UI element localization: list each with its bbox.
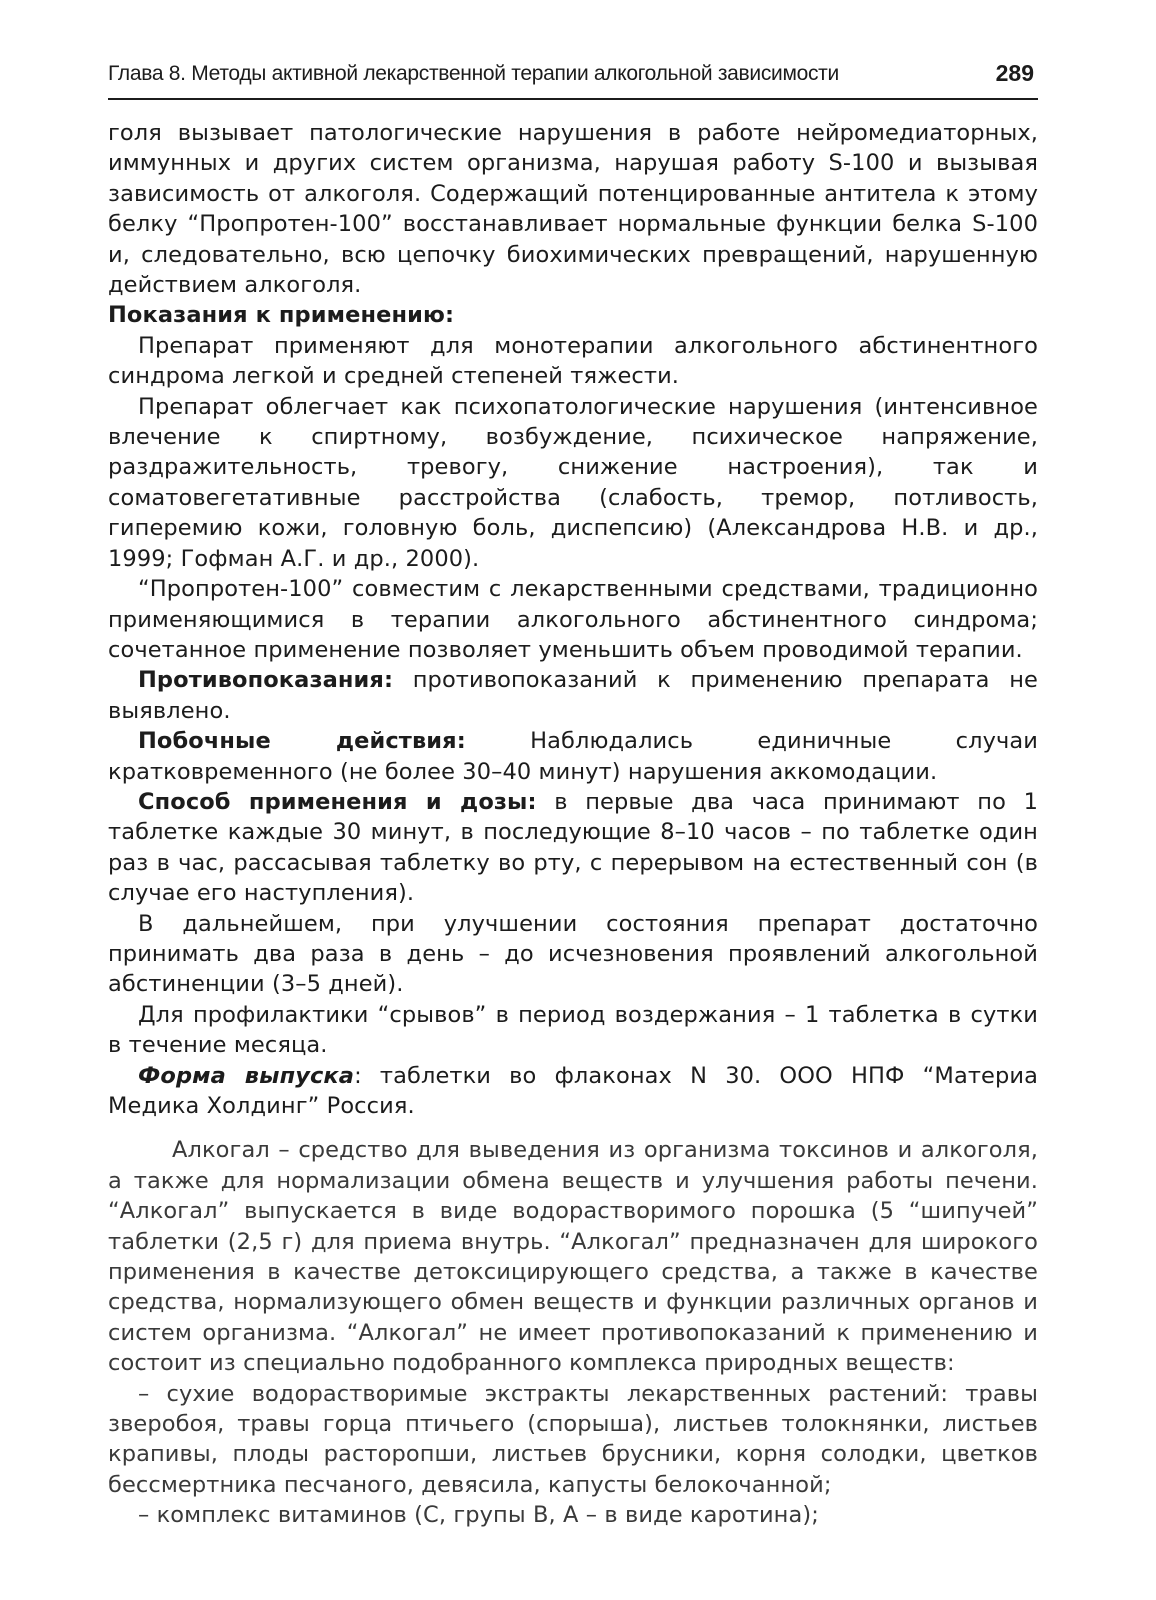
paragraph-dosage — [108, 787, 1038, 909]
dosage-text: в первые два часа принимают по 1 таблетке каждые 30 минут, в последующие 8–10 часов – по таблетке один раз в час, рассасывая таблетку во рту, с перерывом на естественный сон (в случае его наступления). — [108, 788, 1038, 907]
side-effects-text: Наблюдались единичные случаи кратковременного (не более 30–40 минут) нарушения аккомодации. — [108, 728, 1038, 785]
page-body — [108, 118, 1038, 1531]
paragraph-further: В дальнейшем, при улучшении состояния препарат достаточно принимать два раза в день – до исчезновения проявлений алкогольной абстиненции (3–5 дней). — [108, 910, 1038, 998]
chapter-title: Глава 8. Методы активной лекарственной терапии алкогольной зависимости — [108, 62, 839, 85]
paragraph-effects: Препарат облегчает как психопатологические нарушения (интенсивное влечение к спиртному, возбуждение, психическое напряжение, раздражительность, тревогу, снижение настроения), так и соматовегетативные расстройства (слабость, тремор, потливость, гиперемию кожи, головную боль, диспепсию) (Александрова Н.В. и др., 1999; Гофман А.Г. и др., 2000). — [108, 393, 1038, 572]
page-header — [108, 58, 1038, 100]
indications-heading: Показания к применению: — [108, 302, 455, 329]
paragraph-alkogal: Алкогал – средство для выведения из организма токсинов и алкоголя, а также для нормализации обмена веществ и улучшения работы печени. “Алкогал” выпускается в виде водорастворимого порошка (5 “шипучей” таблетки (2,5 г) для приема внутрь. “Алкогал” предназначен для широкого применения в качестве детоксицирующего средства, а также в качестве средства, нормализующего обмен веществ и функции различных органов и систем организма. “Алкогал” не имеет противопоказаний к применению и состоит из специально подобранного комплекса природных веществ: — [108, 1137, 1038, 1377]
paragraph-side-effects — [108, 726, 1038, 787]
form-label: Форма выпуска — [138, 1062, 355, 1089]
contraindications-label: Противопоказания: — [138, 667, 394, 694]
paragraph-form — [108, 1061, 1038, 1122]
paragraph-compatibility: “Пропротен-100” совместим с лекарственными средствами, традиционно применяющимися в терапии алкогольного абстинентного синдрома; сочетанное применение позволяет уменьшить объем проводимой терапии. — [108, 576, 1038, 663]
dosage-label: Способ применения и дозы: — [138, 788, 537, 815]
page-number: 289 — [995, 60, 1034, 86]
form-text: : таблетки во флаконах N 30. ООО НПФ “Материа Медика Холдинг” Россия. — [108, 1062, 1038, 1119]
side-effects-label: Побочные действия: — [138, 728, 466, 755]
paragraph-monotherapy: Препарат применяют для монотерапии алкогольного абстинентного синдрома легкой и средней степеней тяжести. — [108, 332, 1038, 390]
paragraph-intro: голя вызывает патологические нарушения в работе нейромедиаторных, иммунных и других систем организма, нарушая работу S-100 и вызывая зависимость от алкоголя. Содержащий потенцированные антитела к этому белку “Пропротен-100” восстанавливает нормальные функции белка S-100 и, следовательно, всю цепочку биохимических превращений, нарушенную действием алкоголя. — [108, 120, 1038, 299]
list-item: – сухие водорастворимые экстракты лекарственных растений: травы зверобоя, травы горца птичьего (спорыша), листьев толокнянки, листьев крапивы, плоды расторопши, листьев брусники, корня солодки, цветков бессмертника песчаного, девясила, капусты белокочанной; — [108, 1380, 1038, 1498]
list-item: – комплекс витаминов (С, групы В, А – в виде каротина); — [138, 1502, 819, 1529]
paragraph-prophylaxis: Для профилактики “срывов” в период воздержания – 1 таблетка в сутки в течение месяца. — [108, 1001, 1038, 1059]
contraindications-text: противопоказаний к применению препарата не выявлено. — [108, 667, 1038, 724]
paragraph-contraindications — [108, 665, 1038, 726]
